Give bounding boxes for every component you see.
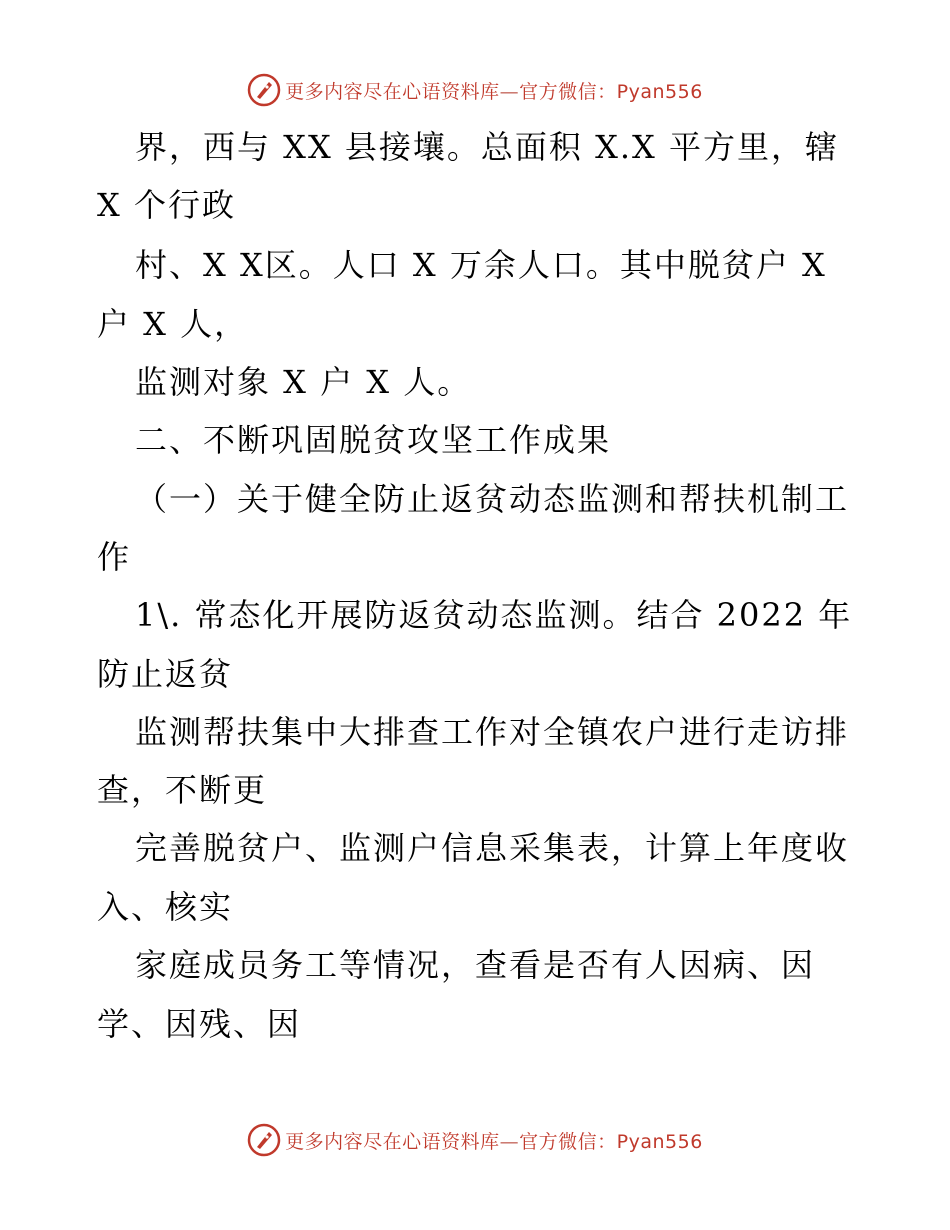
text-line: 入、核实 (97, 888, 234, 926)
text-line: 作 (97, 538, 132, 576)
text-line: 家庭成员务工等情况，查看是否有人因病、因 (135, 946, 816, 984)
text-line: 界，西与 XX 县接壤。总面积 X.X 平方里，辖 (135, 128, 839, 166)
text-line: 户 X 人， (97, 305, 249, 343)
text-line: 1\. 常态化开展防返贫动态监测。结合 2022 年 (135, 596, 853, 634)
watermark-text: 更多内容尽在心语资料库—官方微信：Pyan556 (285, 80, 703, 103)
watermark-text: 更多内容尽在心语资料库—官方微信：Pyan556 (285, 1130, 703, 1153)
text-line: 监测帮扶集中大排查工作对全镇农户进行走访排 (135, 713, 850, 751)
text-line: 防止返贫 (97, 655, 234, 693)
pen-nib-icon (247, 1123, 281, 1157)
subsection-heading: （一）关于健全防止返贫动态监测和帮扶机制工 (135, 480, 850, 518)
text-line: 完善脱贫户、监测户信息采集表，计算上年度收 (135, 829, 850, 867)
text-line: 村、X X区。人口 X 万余人口。其中脱贫户 X (135, 246, 827, 284)
text-line: 监测对象 X 户 X 人。 (135, 363, 472, 401)
text-line: 查，不断更 (97, 771, 268, 809)
section-heading: 二、不断巩固脱贫攻坚工作成果 (135, 421, 612, 459)
footer-watermark (0, 1120, 950, 1160)
text-line: X 个行政 (97, 186, 236, 224)
text-line: 学、因残、因 (97, 1005, 302, 1043)
